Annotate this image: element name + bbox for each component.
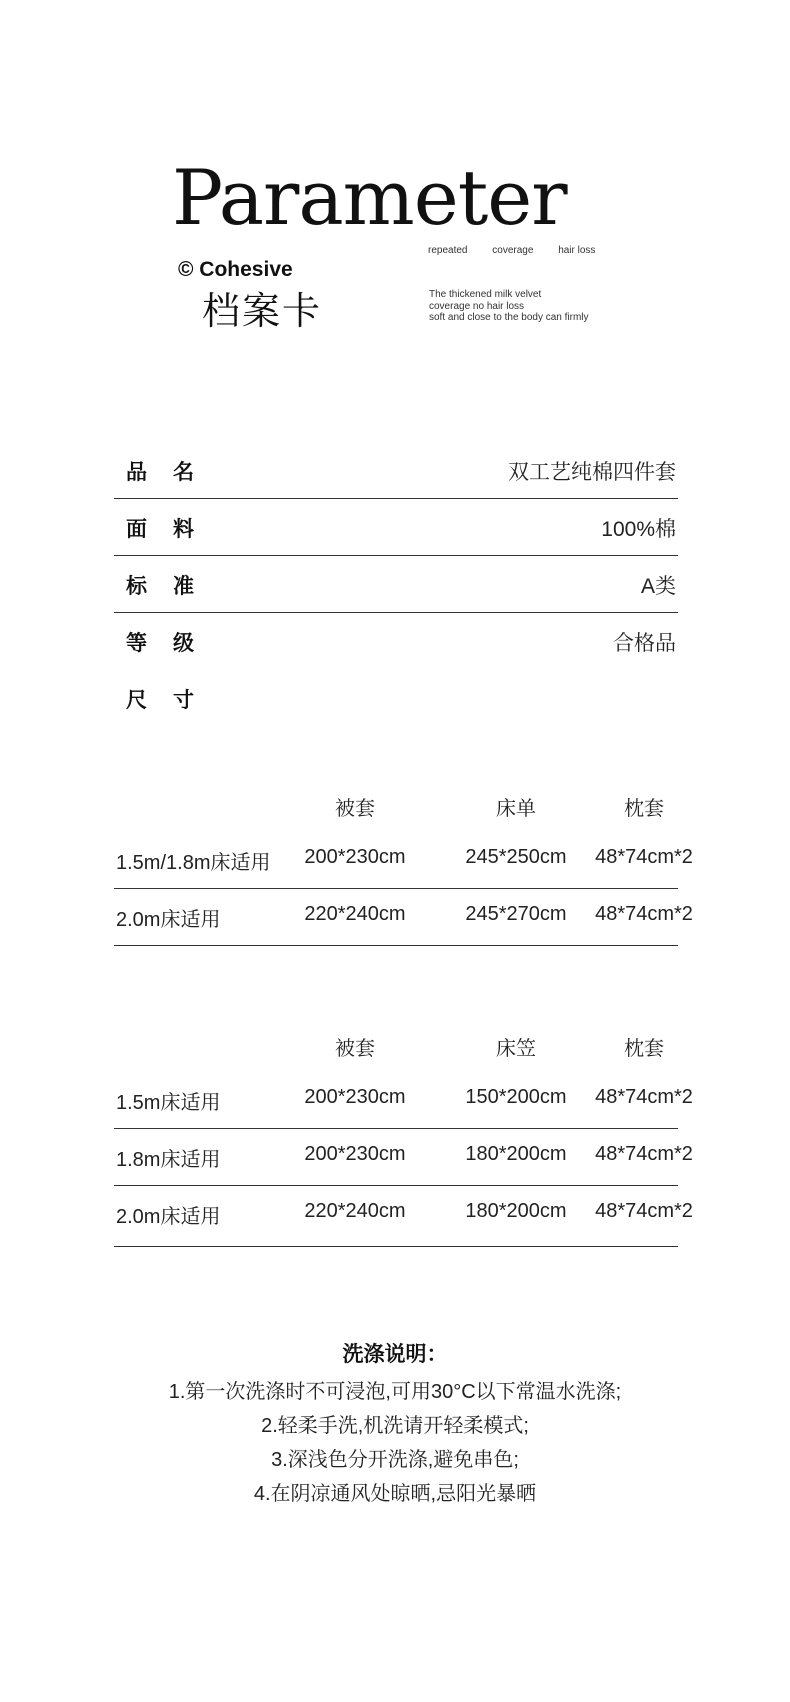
cell: 220*240cm: [304, 903, 406, 925]
spec-value: 合格品: [613, 632, 676, 655]
cell: 200*230cm: [304, 846, 406, 868]
wash-line: 3.深浅色分开洗涤,避免串色;: [271, 1449, 519, 1471]
row-label: 2.0m床适用: [116, 1206, 221, 1228]
spec-value: 100%棉: [601, 518, 676, 541]
cell: 245*250cm: [465, 846, 567, 868]
product-description: [429, 289, 589, 324]
column-header: 枕套: [624, 798, 664, 820]
cell: 48*74cm*2: [595, 1200, 693, 1222]
spec-label: 品名: [126, 461, 220, 484]
table-header: [114, 778, 678, 834]
wash-instructions: [0, 1338, 790, 1511]
wash-line: 1.第一次洗涤时不可浸泡,可用30°C以下常温水洗涤;: [168, 1381, 622, 1403]
spec-row-grade: [114, 615, 678, 669]
wash-line: 2.轻柔手洗,机洗请开轻柔模式;: [261, 1415, 529, 1437]
tag-repeated: repeated: [428, 245, 468, 256]
cell: 48*74cm*2: [595, 846, 693, 868]
spec-row-name: [114, 444, 678, 499]
cell: 180*200cm: [465, 1143, 567, 1165]
archive-card-title: 档案卡: [202, 291, 323, 333]
row-label: 2.0m床适用: [116, 909, 221, 931]
spec-value: A类: [640, 575, 676, 598]
cell: 48*74cm*2: [595, 903, 693, 925]
column-header: 被套: [335, 798, 375, 820]
row-label: 1.5m/1.8m床适用: [116, 852, 271, 874]
spec-value: 双工艺纯棉四件套: [508, 461, 676, 484]
table-header: [114, 1018, 678, 1074]
description-line: soft and close to the body can firmly: [429, 312, 589, 323]
column-header: 枕套: [624, 1038, 664, 1060]
table-row: [114, 889, 693, 946]
cell: 245*270cm: [465, 903, 567, 925]
spec-label: 等级: [126, 632, 220, 655]
spec-label: 标准: [126, 575, 220, 598]
cell: 180*200cm: [465, 1200, 567, 1222]
parameter-title: Parameter: [172, 153, 567, 242]
spec-row-standard: [114, 558, 678, 613]
wash-title: 洗涤说明：: [342, 1343, 448, 1366]
row-label: 1.8m床适用: [116, 1149, 221, 1171]
cell: 200*230cm: [304, 1143, 406, 1165]
tag-hair-loss: hair loss: [558, 245, 596, 256]
column-header: 被套: [335, 1038, 375, 1060]
table-row: [114, 1186, 693, 1247]
spec-row-fabric: [114, 501, 678, 556]
tag-coverage: coverage: [492, 245, 534, 256]
description-line: coverage no hair loss: [429, 300, 525, 312]
table-row: [114, 1129, 693, 1186]
table-row: [114, 1072, 693, 1129]
column-header: 床笠: [496, 1038, 536, 1060]
brand-name: © Cohesive: [178, 258, 293, 281]
description-line: The thickened milk velvet: [429, 289, 542, 300]
feature-tags: [428, 245, 617, 256]
cell: 150*200cm: [465, 1086, 567, 1108]
cell: 220*240cm: [304, 1200, 406, 1222]
cell: 200*230cm: [304, 1086, 406, 1108]
column-header: 床单: [496, 798, 536, 820]
spec-label: 面料: [126, 518, 220, 541]
wash-line: 4.在阴凉通风处晾晒,忌阳光暴晒: [253, 1483, 537, 1505]
row-label: 1.5m床适用: [116, 1092, 221, 1114]
spec-label: 尺寸: [126, 689, 220, 712]
spec-row-size: [114, 672, 678, 726]
cell: 48*74cm*2: [595, 1143, 693, 1165]
cell: 48*74cm*2: [595, 1086, 693, 1108]
table-row: [114, 832, 693, 889]
